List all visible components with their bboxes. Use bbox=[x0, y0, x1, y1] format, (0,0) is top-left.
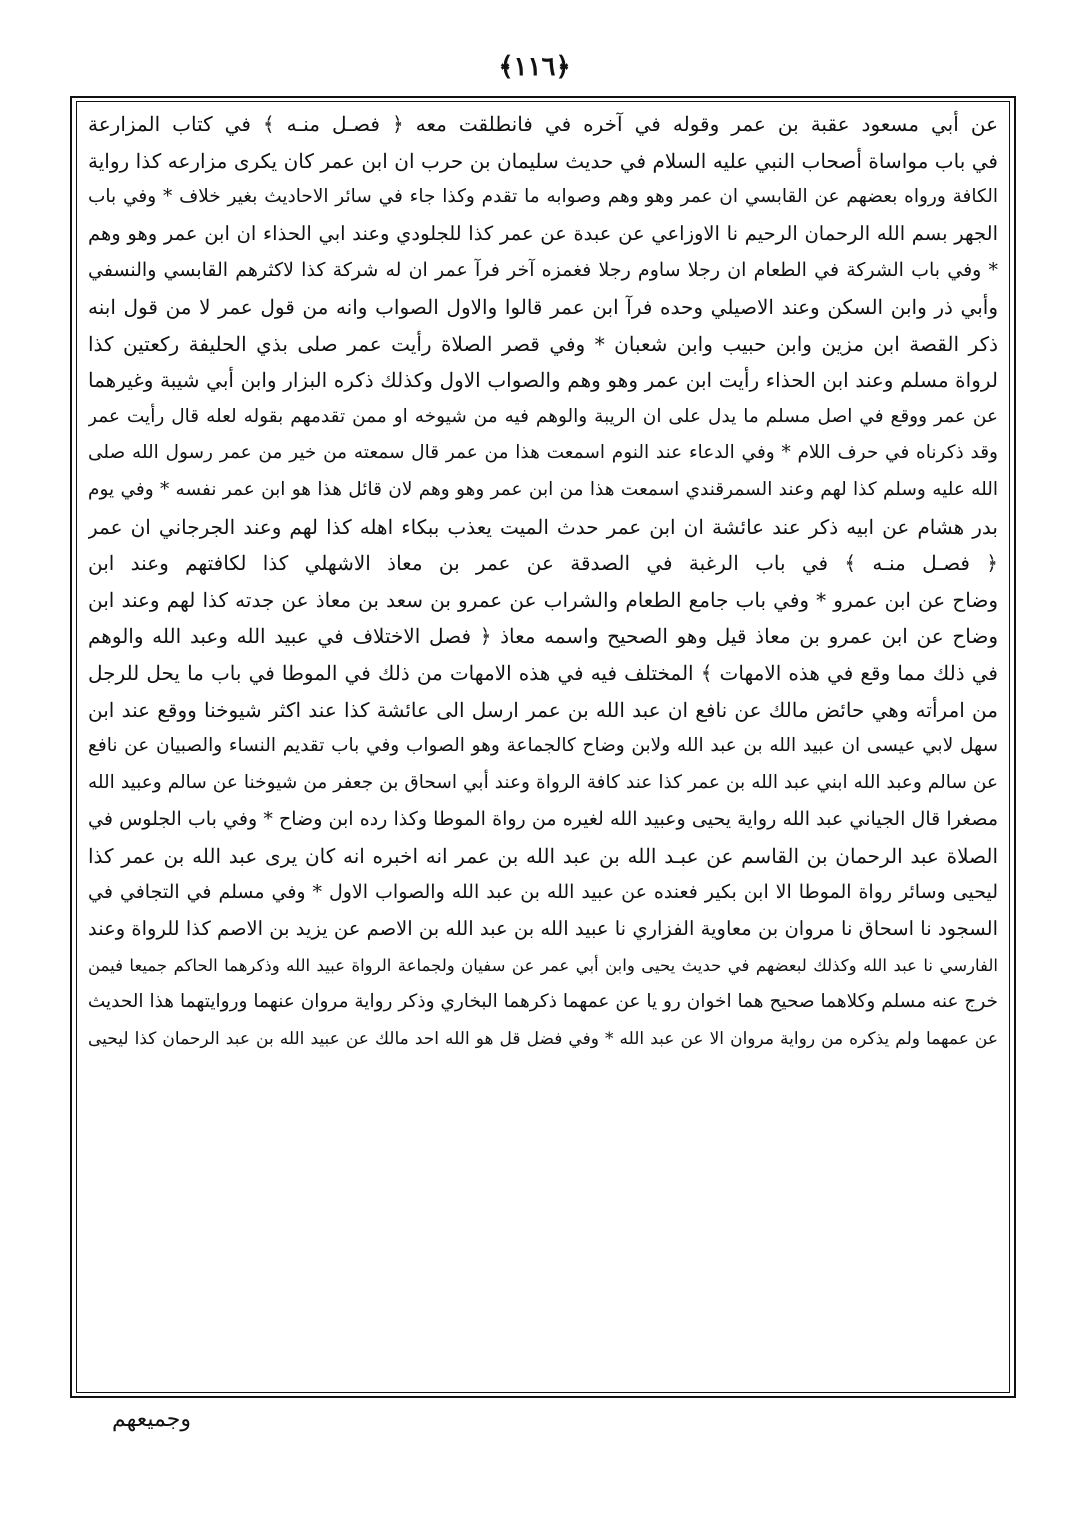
text-line: السجود نا اسحاق نا مروان بن معاوية الفزاري نا عبيد الله بن عبد الله بن الاصم عن يزيد بن الاصم كذا للرواة وعند bbox=[88, 917, 998, 941]
text-line: ذكر القصة ابن مزين وابن حبيب وابن شعبان * وفي قصر الصلاة رأيت عمر صلى بذي الحليفة ركعتين كذا bbox=[88, 331, 998, 356]
text-line: وقد ذكرناه في حرف اللام * وفي الدعاء عند النوم اسمعت هذا من عمر قال سمعته من خير من عمر رسول الله صلى bbox=[88, 442, 998, 464]
text-line: عن عمهما ولم يذكره من رواية مروان الا عن عبد الله * وفي فضل قل هو الله احد مالك عن عبيد الله بن عبد الرحمان كذا ليحيى bbox=[88, 1028, 998, 1049]
text-line: لرواة مسلم وعند ابن الحذاء رأيت ابن عمر وهو وهم والصواب الاول وكذلك ذكره البزار وابن أبي شيبة وغيرهما bbox=[88, 368, 998, 393]
section-heading-line: وضاح عن ابن عمرو بن معاذ قيل وهو الصحيح واسمه معاذ ﴿ فصل الاختلاف في عبيد الله وعبد الله والوهم bbox=[88, 624, 998, 649]
text-body bbox=[88, 106, 998, 1388]
text-line: عن عمر ووقع في اصل مسلم ما يدل على ان الريبة والوهم فيه من شيوخه او ممن تقدمهم بقوله لعله قال رأيت عمر bbox=[88, 405, 998, 427]
text-line: في باب مواساة أصحاب النبي عليه السلام في حديث سليمان بن حرب ان ابن عمر كان يكرى مزارعه كذا رواية bbox=[88, 148, 998, 173]
text-line: من امرأته وهي حائض مالك عن نافع ان عبد الله بن عمر ارسل الى عائشة كذا عند اكثر شيوخنا ووقع عند ابن bbox=[88, 697, 998, 722]
text-line: الفارسي نا عبد الله وكذلك لبعضهم في حديث يحيى وابن أبي عمر عن سفيان ولجماعة الرواة عبيد الله وذكرهما الحاكم جميعا فيمن bbox=[88, 955, 998, 975]
text-line: الله عليه وسلم كذا لهم وعند السمرقندي اسمعت هذا من ابن عمر وهو وهم لان قائل هذا هو ابن عمر نفسه * وفي يوم bbox=[88, 478, 998, 500]
page-number: ﴿١١٦﴾ bbox=[498, 52, 571, 82]
text-line: في ذلك مما وقع في هذه الامهات ﴾ المختلف فيه في هذه الامهات من ذلك في الموطا في باب ما يحل للرجل bbox=[88, 660, 998, 685]
text-line: عن سالم وعبد الله ابني عبد الله بن عمر كذا عند كافة الرواة وعند أبي اسحاق بن جعفر من شيوخنا عن سالم وعبيد الله bbox=[88, 771, 998, 793]
text-line: عن أبي مسعود عقبة بن عمر وقوله في آخره في فانطلقت معه ﴿ فصـل منـه ﴾ في كتاب المزارعة bbox=[88, 112, 998, 136]
text-line: الصلاة عبد الرحمان بن القاسم عن عبـد الله بن عبد الله بن عمر انه اخبره انه كان يرى عبد الله بن عمر كذا bbox=[88, 843, 998, 868]
text-line: الكافة ورواه بعضهم عن القابسي ان عمر وهو وهم وصوابه ما تقدم وكذا جاء في سائر الاحاديث بغير خلاف * وفي باب bbox=[88, 186, 998, 208]
text-line: ليحيى وسائر رواة الموطا الا ابن بكير فعنده عن عبيد الله بن عبد الله والصواب الاول * وفي مسلم في التجافي في bbox=[88, 881, 998, 904]
text-line: وأبي ذر وابن السكن وعند الاصيلي وحده فرآ ابن عمر قالوا والاول الصواب وانه من قول عمر لا من قول ابنه bbox=[88, 294, 998, 319]
text-line: مصغرا قال الجياني عبد الله رواية يحيى وعبيد الله لغيره من رواة الموطا وكذا رده ابن وضاح * وفي باب الجلوس في bbox=[88, 808, 998, 831]
text-line: بدر هشام عن ابيه ذكر عند عائشة ان ابن عمر حدث الميت يعذب ببكاء اهله كذا لهم وعند الجرجاني ان عمر bbox=[88, 514, 998, 539]
text-line: وضاح عن ابن عمرو * وفي باب جامع الطعام والشراب عن عمرو بن سعد بن معاذ عن جدته كذا لهم وعند ابن bbox=[88, 587, 998, 612]
catchword: وجميعهم bbox=[112, 1407, 191, 1432]
text-line: خرج عنه مسلم وكلاهما صحيح هما اخوان رو يا عن عمهما ذكرهما البخاري وذكر رواية مروان عنهما وروايتهما هذا الحديث bbox=[88, 991, 998, 1013]
text-line: سهل لابي عيسى ان عبيد الله بن عبد الله ولابن وضاح كالجماعة وهو الصواب وفي باب تقديم النساء والصبيان عن نافع bbox=[88, 735, 998, 757]
section-heading-line: ﴿ فصـل منـه ﴾ في باب الرغبة في الصدقة عن عمر بن معاذ الاشهلي كذا لكافتهم وعند ابن bbox=[88, 551, 998, 576]
text-line: * وفي باب الشركة في الطعام ان رجلا ساوم رجلا فغمزه آخر فرآ عمر ان له شركة كذا لاكثرهم القابسي والنسفي bbox=[88, 259, 998, 282]
text-line: الجهر بسم الله الرحمان الرحيم نا الاوزاعي عن عبدة عن عمر كذا للجلودي وعند ابي الحذاء ان ابن عمر وهو وهم bbox=[88, 221, 998, 245]
